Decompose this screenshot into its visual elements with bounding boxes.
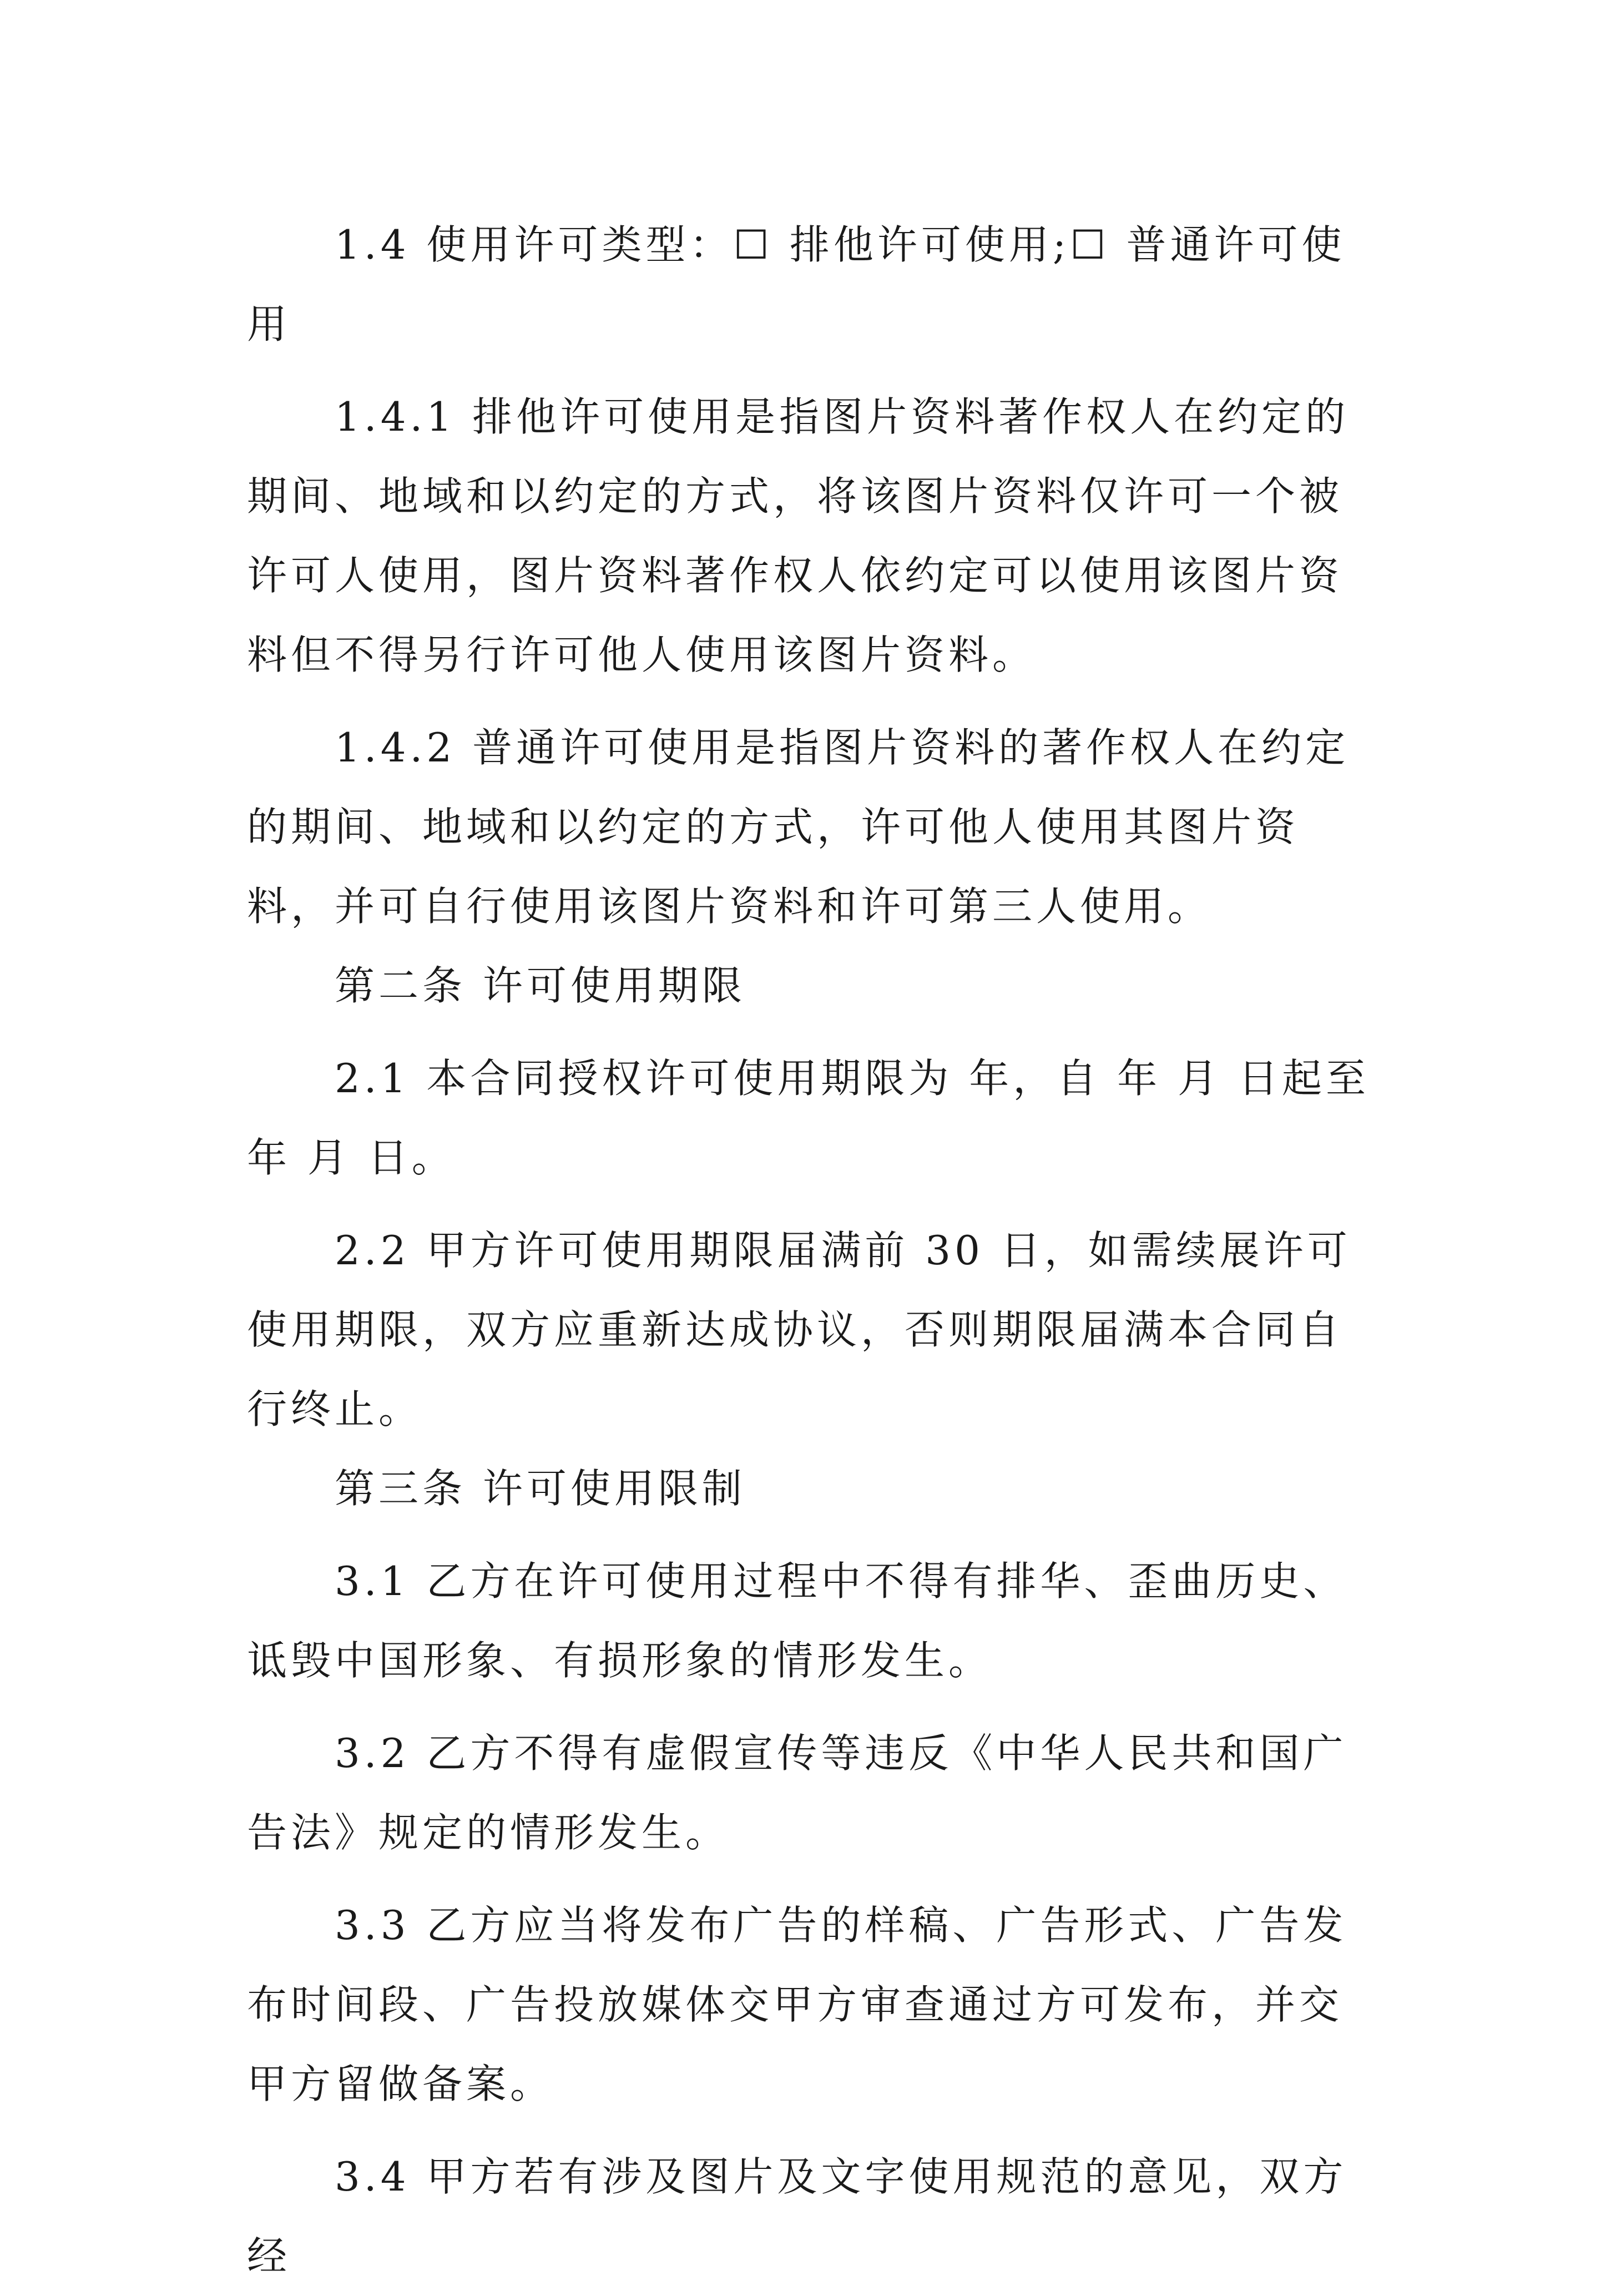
article-2-heading: 第二条 许可使用期限	[335, 962, 746, 1009]
clause-1-4: 1.4 使用许可类型：☐ 排他许可使用;☐ 普通许可使用	[247, 221, 1346, 347]
document-body	[247, 205, 1373, 2296]
clause-1-4-2: 1.4.2 普通许可使用是指图片资料的著作权人在约定的期间、地域和以约定的方式，许可他人使用其图片资料，并可自行使用该图片资料和许可第三人使用。	[247, 724, 1350, 930]
clause-3-1: 3.1 乙方在许可使用过程中不得有排华、歪曲历史、诋毁中国形象、有损形象的情形发生。	[247, 1558, 1347, 1684]
clause-3-4: 3.4 甲方若有涉及图片及文字使用规范的意见，双方经	[247, 2153, 1347, 2279]
clause-3-3: 3.3 乙方应当将发布广告的样稿、广告形式、广告发布时间段、广告投放媒体交甲方审查通过方可发布，并交甲方留做备案。	[247, 1902, 1347, 2107]
article-3-heading: 第三条 许可使用限制	[335, 1465, 746, 1512]
clause-1-4-1: 1.4.1 排他许可使用是指图片资料著作权人在约定的期间、地域和以约定的方式，将该图片资料仅许可一个被许可人使用，图片资料著作权人依约定可以使用该图片资料但不得另行许可他人使用该图片资料。	[247, 393, 1350, 678]
clause-3-2: 3.2 乙方不得有虚假宣传等违反《中华人民共和国广告法》规定的情形发生。	[247, 1730, 1347, 1856]
clause-2-2: 2.2 甲方许可使用期限届满前 30 日，如需续展许可使用期限，双方应重新达成协议，否则期限届满本合同自行终止。	[247, 1227, 1351, 1432]
clause-2-1: 2.1 本合同授权许可使用期限为 年，自 年 月 日起至年 月 日。	[247, 1055, 1370, 1181]
